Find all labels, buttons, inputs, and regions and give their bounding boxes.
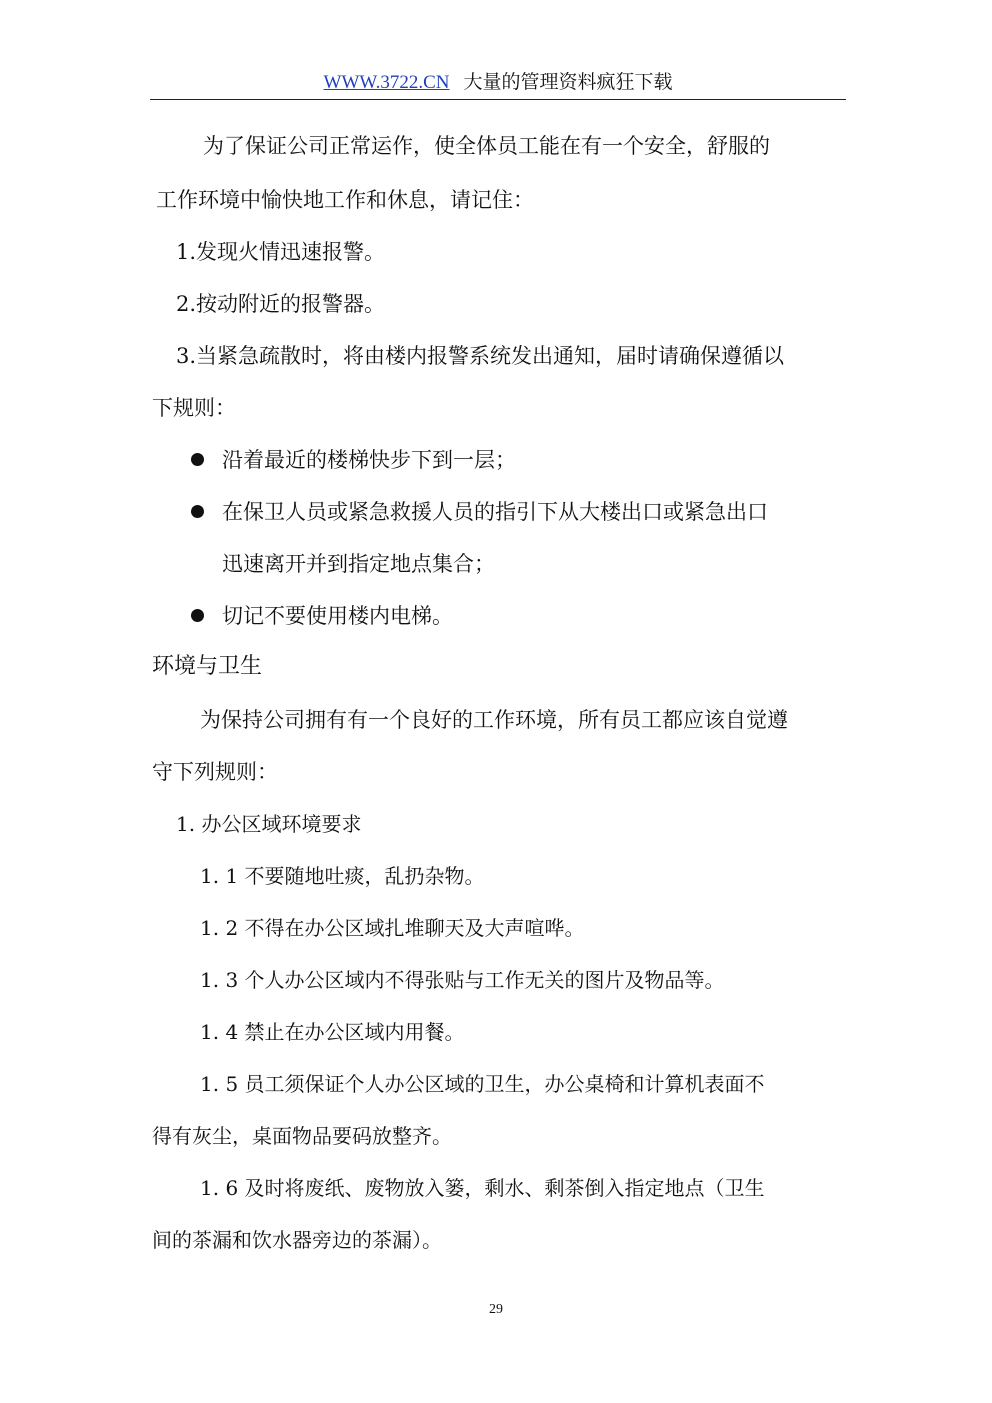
header-divider: [150, 99, 846, 100]
sub-item-1-4: 1. 4 禁止在办公区域内用餐。: [200, 1020, 465, 1044]
bullet-icon: [191, 505, 204, 518]
site-link[interactable]: WWW.3722.CN: [323, 72, 450, 93]
bullet-icon: [191, 609, 204, 622]
sub-item-1-6-line-2: 间的茶漏和饮水器旁边的茶漏）。: [152, 1228, 442, 1252]
section-intro-line-2: 守下列规则：: [152, 760, 278, 784]
fire-step-3-line-1: 3.当紧急疏散时，将由楼内报警系统发出通知，届时请确保遵循以: [176, 344, 785, 368]
rule-3: 切记不要使用楼内电梯。: [222, 604, 453, 628]
rule-1: 沿着最近的楼梯快步下到一层；: [222, 448, 516, 472]
intro-line-2: 工作环境中愉快地工作和休息，请记住：: [156, 188, 534, 212]
section-intro-line-1: 为保持公司拥有有一个良好的工作环境，所有员工都应该自觉遵: [200, 708, 788, 732]
sub-item-1-5-line-1: 1. 5 员工须保证个人办公区域的卫生，办公桌椅和计算机表面不: [200, 1072, 765, 1096]
page-number: 29: [489, 1302, 503, 1317]
sub-item-1-2: 1. 2 不得在办公区域扎堆聊天及大声喧哗。: [200, 916, 585, 940]
sub-item-1-1: 1. 1 不要随地吐痰，乱扔杂物。: [200, 864, 485, 888]
sub-item-1-6-line-1: 1. 6 及时将废纸、废物放入篓，剩水、剩茶倒入指定地点（卫生: [200, 1176, 765, 1200]
rule-2-line-1: 在保卫人员或紧急救援人员的指引下从大楼出口或紧急出口: [222, 500, 768, 524]
sub-item-1-5-line-2: 得有灰尘，桌面物品要码放整齐。: [152, 1124, 452, 1148]
header-tagline: 大量的管理资料疯狂下载: [463, 72, 673, 93]
page-header: [150, 68, 846, 98]
item-1-heading: 1. 办公区域环境要求: [176, 812, 362, 836]
sub-item-1-3: 1. 3 个人办公区域内不得张贴与工作无关的图片及物品等。: [200, 968, 725, 992]
section-title: 环境与卫生: [152, 654, 263, 679]
rule-2-line-2: 迅速离开并到指定地点集合；: [222, 552, 495, 576]
intro-line-1: 为了保证公司正常运作，使全体员工能在有一个安全，舒服的: [203, 134, 770, 158]
bullet-icon: [191, 453, 204, 466]
fire-step-1: 1.发现火情迅速报警。: [176, 240, 386, 264]
fire-step-3-line-2: 下规则：: [152, 396, 236, 420]
fire-step-2: 2.按动附近的报警器。: [176, 292, 386, 316]
